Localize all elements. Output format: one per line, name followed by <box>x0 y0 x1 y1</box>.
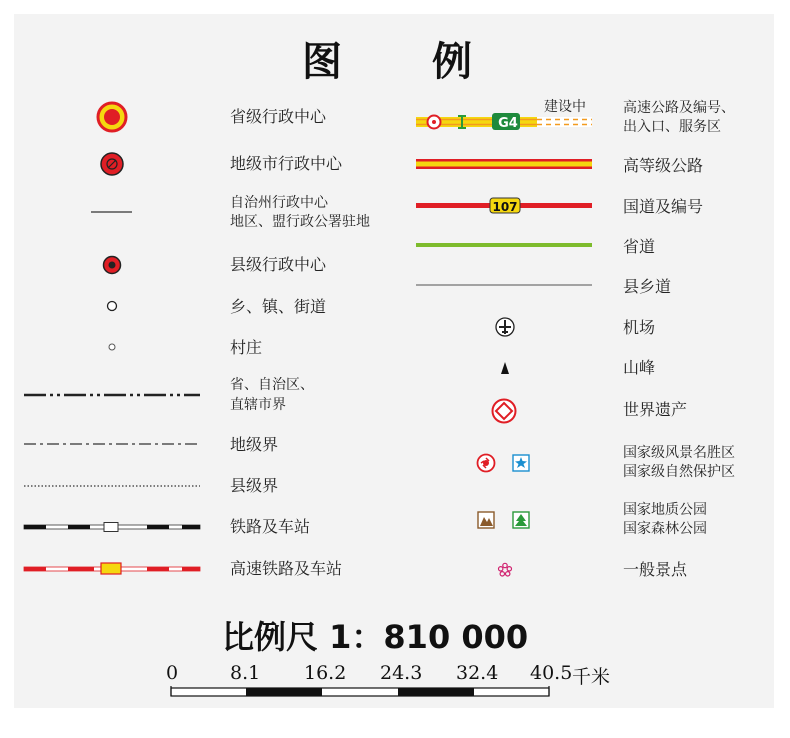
legend-label-expressway-line1: 高速公路及编号、 <box>623 100 735 116</box>
legend-label-mountain-peak: 山峰 <box>623 358 656 377</box>
legend-label-expressway-line2: 出入口、服务区 <box>623 119 721 135</box>
prefecture-city-icon <box>96 150 128 178</box>
legend-title-left: 图 <box>302 39 342 85</box>
expressway-route-label: G4 <box>498 116 518 131</box>
legend-label-county-capital: 县级行政中心 <box>230 255 327 274</box>
scale-tick-2: 16.2 <box>304 662 347 684</box>
world-heritage-icon <box>490 397 518 425</box>
county-road-icon <box>414 281 594 289</box>
village-icon <box>105 340 119 354</box>
county-boundary-icon <box>22 481 202 491</box>
airport-icon <box>494 316 516 338</box>
provincial-boundary-icon <box>22 390 202 400</box>
legend-label-high-speed-railway: 高速铁路及车站 <box>230 559 343 578</box>
legend-title-right: 例 <box>432 39 472 85</box>
legend-label-autonomous-prefecture-line2: 地区、盟行政公署驻地 <box>230 214 370 230</box>
legend-label-scenic-spot: 一般景点 <box>623 560 688 579</box>
scale-title: 比例尺 1：810 000 <box>222 618 529 656</box>
county-capital-icon <box>100 253 124 277</box>
legend-label-railway: 铁路及车站 <box>230 517 311 536</box>
legend-label-scenic-area-line2: 国家级自然保护区 <box>623 464 735 480</box>
provincial-road-icon <box>414 240 594 250</box>
legend-label-national-road: 国道及编号 <box>623 197 704 216</box>
legend-label-high-grade-highway: 高等级公路 <box>623 156 704 175</box>
high-speed-railway-icon <box>22 561 202 577</box>
legend-label-provincial-road: 省道 <box>623 237 656 256</box>
legend-label-airport: 机场 <box>623 318 656 337</box>
national-road-route-label: 107 <box>492 200 518 214</box>
scale-tick-5: 40.5 <box>530 662 573 684</box>
legend-label-provincial-boundary-line1: 省、自治区、 <box>230 377 314 393</box>
legend-label-provincial-boundary-line2: 直辖市界 <box>230 397 286 413</box>
legend-label-township: 乡、镇、街道 <box>230 297 327 316</box>
park-icons <box>476 508 534 532</box>
legend-label-world-heritage: 世界遗产 <box>623 400 688 419</box>
legend-label-park-line1: 国家地质公园 <box>623 502 707 518</box>
scale-unit: 千米 <box>572 666 611 688</box>
legend-label-county-boundary: 县级界 <box>230 476 279 495</box>
construction-label: 建设中 <box>544 99 586 115</box>
scenic-area-icons <box>476 452 534 474</box>
legend-label-county-road: 县乡道 <box>623 277 672 296</box>
scale-tick-1: 8.1 <box>230 662 261 684</box>
autonomous-prefecture-seat-icon <box>88 207 136 217</box>
legend-label-provincial-capital: 省级行政中心 <box>230 107 327 126</box>
scale-tick-3: 24.3 <box>380 662 423 684</box>
mountain-peak-icon <box>498 360 512 376</box>
legend-label-village: 村庄 <box>230 338 263 357</box>
prefecture-boundary-icon <box>22 439 202 449</box>
scenic-spot-icon <box>496 561 514 579</box>
legend-label-autonomous-prefecture-line1: 自治州行政中心 <box>230 195 328 211</box>
legend-label-park-line2: 国家森林公园 <box>623 521 707 537</box>
provincial-capital-icon <box>90 98 134 136</box>
legend-label-prefecture-boundary: 地级界 <box>230 435 279 454</box>
railway-station-icon <box>22 520 202 534</box>
legend-label-prefecture-city: 地级市行政中心 <box>230 154 343 173</box>
high-grade-highway-icon <box>414 157 594 171</box>
scale-tick-0: 0 <box>166 662 179 684</box>
legend-label-scenic-area-line1: 国家级风景名胜区 <box>623 445 735 461</box>
township-icon <box>104 298 120 314</box>
scale-bar <box>168 686 552 700</box>
scale-tick-4: 32.4 <box>456 662 499 684</box>
